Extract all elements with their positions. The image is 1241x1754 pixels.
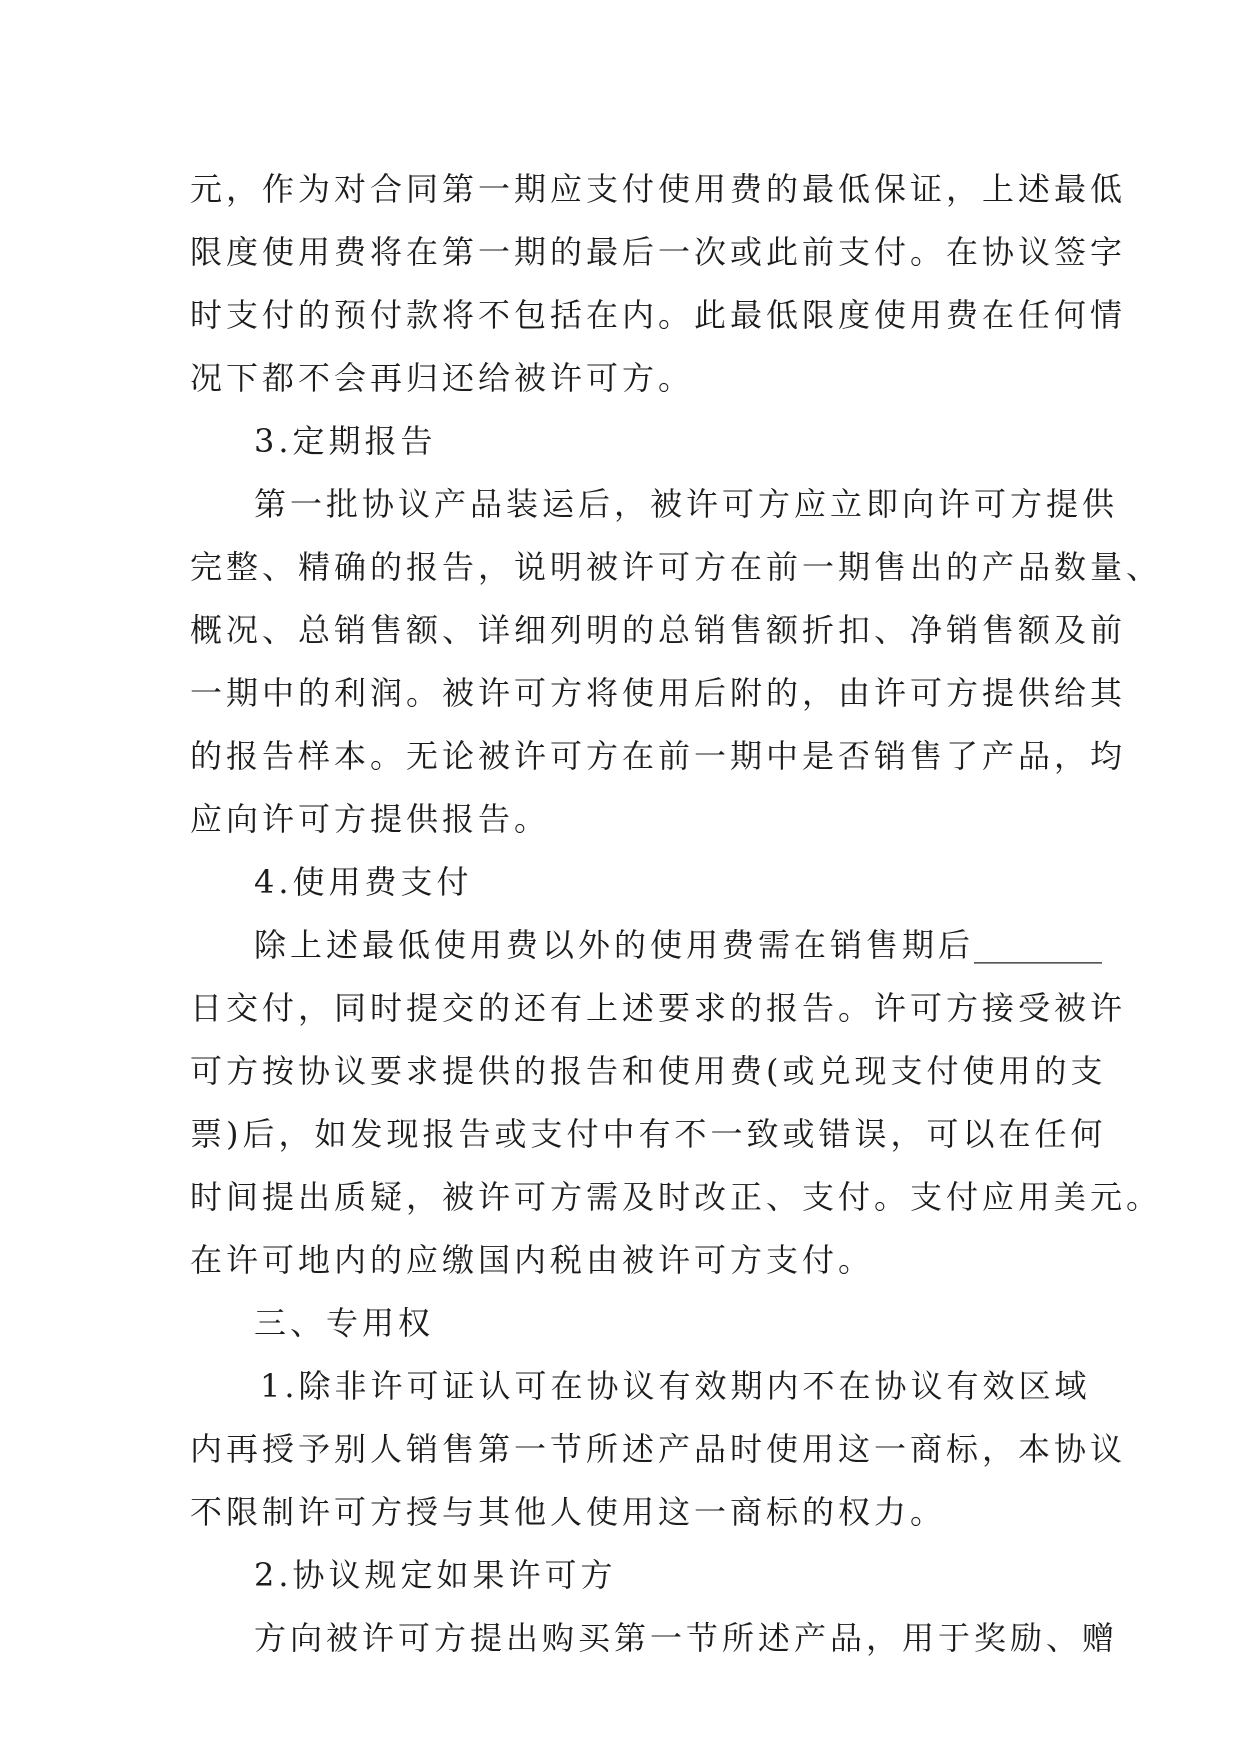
- paragraph-line: 时支付的预付款将不包括在内。此最低限度使用费在任何情: [190, 296, 1127, 334]
- paragraph-line: 的报告样本。无论被许可方在前一期中是否销售了产品，均: [190, 737, 1127, 775]
- paragraph-line: 第一批协议产品装运后，被许可方应立即向许可方提供: [254, 485, 1119, 523]
- paragraph-line: [190, 914, 1103, 977]
- section-heading-royalty-payment: 4.使用费支付: [254, 863, 473, 901]
- fill-in-blank: ________: [974, 926, 1103, 964]
- paragraph-line: 在许可地内的应缴国内税由被许可方支付。: [190, 1241, 875, 1279]
- paragraph-line: 限度使用费将在第一期的最后一次或此前支付。在协议签字: [190, 233, 1127, 271]
- paragraph-line: 时间提出质疑，被许可方需及时改正、支付。支付应用美元。: [190, 1178, 1163, 1216]
- paragraph-line: 可方按协议要求提供的报告和使用费(或兑现支付使用的支: [190, 1052, 1107, 1090]
- paragraph-line: 票)后，如发现报告或支付中有不一致或错误，可以在任何: [190, 1115, 1107, 1153]
- section-heading-periodic-report: 3.定期报告: [254, 422, 437, 460]
- paragraph-line: 日交付，同时提交的还有上述要求的报告。许可方接受被许: [190, 989, 1127, 1027]
- document-body: [190, 158, 1163, 1670]
- paragraph-line: 况下都不会再归还给被许可方。: [190, 359, 695, 397]
- paragraph-line: 方向被许可方提出购买第一节所述产品，用于奖励、赠: [254, 1619, 1119, 1657]
- paragraph-line: 不限制许可方授与其他人使用这一商标的权力。: [190, 1493, 947, 1531]
- paragraph-line: 1.除非许可证认可在协议有效期内不在协议有效区域: [260, 1367, 1091, 1405]
- paragraph-line: 元，作为对合同第一期应支付使用费的最低保证，上述最低: [190, 170, 1127, 208]
- paragraph-line: 2.协议规定如果许可方: [254, 1556, 617, 1594]
- paragraph-line: 完整、精确的报告，说明被许可方在前一期售出的产品数量、: [190, 548, 1163, 586]
- paragraph-line: 内再授予别人销售第一节所述产品时使用这一商标，本协议: [190, 1430, 1127, 1468]
- paragraph-line: 概况、总销售额、详细列明的总销售额折扣、净销售额及前: [190, 611, 1127, 649]
- paragraph-line: 应向许可方提供报告。: [190, 800, 551, 838]
- paragraph-line: 一期中的利润。被许可方将使用后附的，由许可方提供给其: [190, 674, 1127, 712]
- section-heading-exclusive-rights: 三、专用权: [254, 1304, 435, 1342]
- paragraph-text: 除上述最低使用费以外的使用费需在销售期后: [254, 926, 975, 964]
